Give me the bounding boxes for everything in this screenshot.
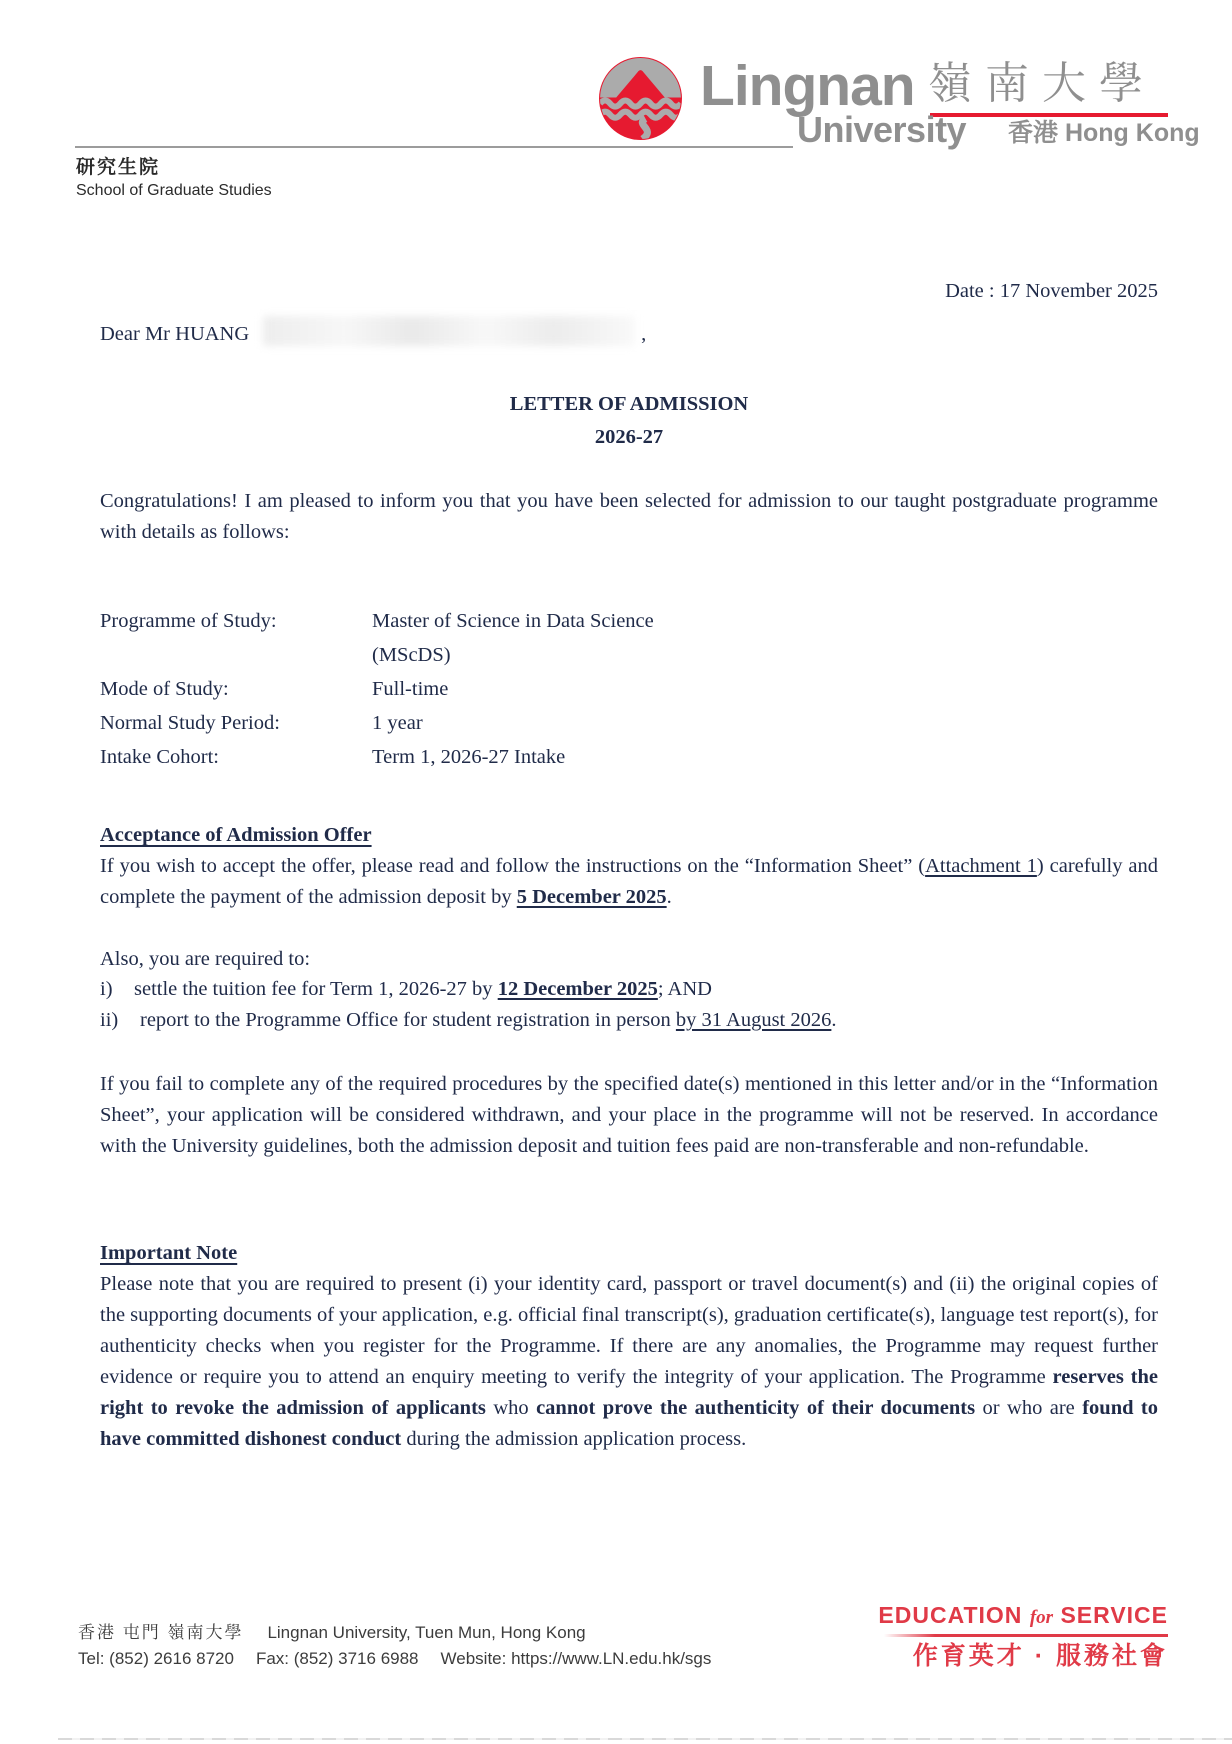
- table-row: [100, 706, 1158, 740]
- detail-value: 1 year: [372, 712, 423, 734]
- table-row: [100, 604, 1158, 638]
- attachment-reference: Attachment 1: [925, 855, 1037, 877]
- motto-english: EDUCATION for SERVICE: [878, 1602, 1168, 1628]
- footer-address-zh: 香港 屯門 嶺南大學: [78, 1623, 244, 1642]
- salutation-comma: ,: [641, 323, 647, 345]
- important-note-paragraph: Please note that you are required to present (i) your identity card, passport or travel document(s) and (ii) the original copies of the supporting documents of your application, e.g. official final transcript(s), graduation certificate(s), language test report(s), for authenticity checks when you register for the Programme. If there are any anomalies, the Programme may request further evidence or require you to attend an enquiry meeting to verify the integrity of your application. The Programme reserves the right to revoke the admission of applicants who cannot prove the authenticity of their documents or who are found to have committed dishonest conduct during the admission application process.: [100, 1273, 1159, 1450]
- detail-value: Full-time: [372, 678, 449, 700]
- deposit-deadline: 5 December 2025: [516, 886, 667, 908]
- detail-label: Intake Cohort:: [100, 746, 219, 768]
- requirement-item-1: [100, 974, 1158, 1005]
- department-name-zh: 研究生院: [76, 157, 161, 178]
- redacted-name: [263, 316, 635, 346]
- table-row: [100, 672, 1158, 706]
- detail-value: (MScDS): [372, 644, 451, 666]
- motto-block: [878, 1604, 1168, 1669]
- list-marker: i): [100, 978, 113, 1000]
- footer-contact-line: [78, 1646, 711, 1672]
- motto-red-rule: [884, 1634, 1168, 1637]
- footer-address-line: [78, 1620, 711, 1646]
- logo-university-label: University: [797, 109, 967, 150]
- withdrawal-warning-paragraph: If you fail to complete any of the required procedures by the specified date(s) mentioned in this letter and/or in the “Information Sheet”, your application will be considered withdrawn, and your place in the programme will not be reserved. In accordance with the University guidelines, both the admission deposit and tuition fees paid are non-transferable and non-refundable.: [100, 1073, 1158, 1157]
- requirements-intro: Also, you are required to:: [100, 948, 311, 970]
- letter-title: LETTER OF ADMISSION: [509, 393, 749, 415]
- letter-date: Date : 17 November 2025: [945, 280, 1158, 302]
- table-row: [100, 638, 1158, 672]
- detail-label: [100, 638, 372, 672]
- acceptance-section-heading: Acceptance of Admission Offer: [100, 824, 372, 846]
- footer-website: Website: https://www.LN.edu.hk/sgs: [440, 1649, 712, 1668]
- requirement-text: settle the tuition fee for Term 1, 2026-27 by 12 December 2025; AND: [134, 978, 712, 1000]
- salutation-text: Dear Mr HUANG: [100, 323, 250, 345]
- lingnan-emblem-icon: [598, 56, 683, 141]
- registration-deadline: by 31 August 2026: [675, 1009, 832, 1031]
- important-note-heading: Important Note: [100, 1242, 238, 1264]
- list-marker: ii): [100, 1009, 119, 1031]
- logo-wordmark-en: Lingnan: [700, 54, 915, 118]
- letter-academic-year: 2026-27: [594, 426, 664, 448]
- detail-value: Term 1, 2026-27 Intake: [372, 746, 566, 768]
- tuition-deadline: 12 December 2025: [497, 978, 658, 1000]
- footer-fax: Fax: (852) 3716 6988: [255, 1649, 419, 1668]
- table-row: [100, 740, 1158, 774]
- intro-paragraph: Congratulations! I am pleased to inform you that you have been selected for admission to our taught postgraduate programme with details as follows:: [100, 490, 1158, 543]
- footer-tel: Tel: (852) 2616 8720: [78, 1649, 234, 1668]
- acceptance-paragraph: If you wish to accept the offer, please read and follow the instructions on the “Information Sheet” (Attachment 1) carefully and complete the payment of the admission deposit by 5 December 2025.: [100, 855, 1158, 908]
- motto-chinese: 作育英才 · 服務社會: [912, 1642, 1168, 1670]
- programme-details-table: [100, 604, 1158, 774]
- salutation-line: [100, 316, 1158, 350]
- header-divider: [75, 146, 793, 148]
- detail-label: Mode of Study:: [100, 678, 229, 700]
- scan-bottom-edge: [58, 1738, 1232, 1740]
- detail-label: Normal Study Period:: [100, 712, 280, 734]
- logo-location-label: 香港 Hong Kong: [1008, 119, 1200, 147]
- detail-value: Master of Science in Data Science: [372, 610, 654, 632]
- detail-label: Programme of Study:: [100, 610, 277, 632]
- requirement-item-2: [100, 1005, 1158, 1036]
- logo-wordmark-zh: 嶺南大學: [928, 59, 1156, 108]
- footer-contact-block: [78, 1620, 711, 1672]
- department-name-en: School of Graduate Studies: [76, 182, 272, 199]
- requirement-text: report to the Programme Office for student registration in person by 31 August 2026.: [140, 1009, 837, 1031]
- footer-address-en: Lingnan University, Tuen Mun, Hong Kong: [267, 1623, 586, 1642]
